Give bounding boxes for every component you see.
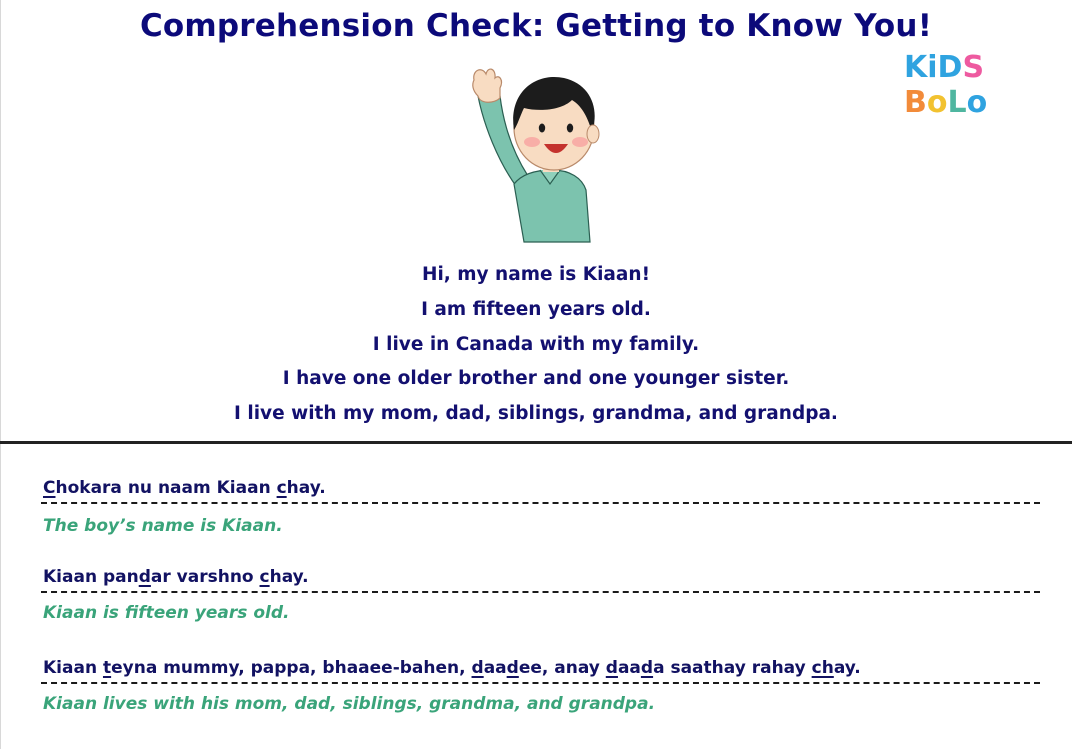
intro-line: I have one older brother and one younger sister. bbox=[282, 368, 790, 390]
writing-line bbox=[41, 591, 1040, 593]
english-translation: Kiaan lives with his mom, dad, siblings, grandma, and grandpa. bbox=[43, 694, 656, 714]
section-divider bbox=[0, 441, 1072, 444]
qa-item bbox=[43, 478, 1043, 536]
writing-line bbox=[41, 502, 1040, 504]
intro-line: Hi, my name is Kiaan! bbox=[421, 264, 651, 285]
qa-item bbox=[43, 567, 1043, 623]
english-translation: Kiaan is fifteen years old. bbox=[43, 603, 290, 623]
writing-line bbox=[41, 682, 1040, 684]
gujarati-sentence: Kiaan teyna mummy, pappa, bhaaee-bahen, daadee, anay daada saathay rahay chay. bbox=[43, 658, 861, 678]
waving-boy-icon bbox=[466, 66, 606, 246]
intro-line: I live in Canada with my family. bbox=[372, 333, 700, 355]
intro-line: I live with my mom, dad, siblings, grandma, and grandpa. bbox=[234, 403, 838, 425]
english-translation: The boy’s name is Kiaan. bbox=[43, 516, 283, 536]
kidsbolo-logo: KiDS BoLo bbox=[904, 50, 988, 120]
gujarati-sentence: Kiaan pandar varshno chay. bbox=[43, 567, 309, 587]
page-title: Comprehension Check: Getting to Know You! bbox=[139, 8, 933, 44]
intro-passage bbox=[0, 258, 1072, 432]
qa-item bbox=[43, 658, 1043, 714]
intro-line: I am fifteen years old. bbox=[421, 298, 651, 320]
gujarati-sentence: Chokara nu naam Kiaan chay. bbox=[43, 478, 326, 498]
